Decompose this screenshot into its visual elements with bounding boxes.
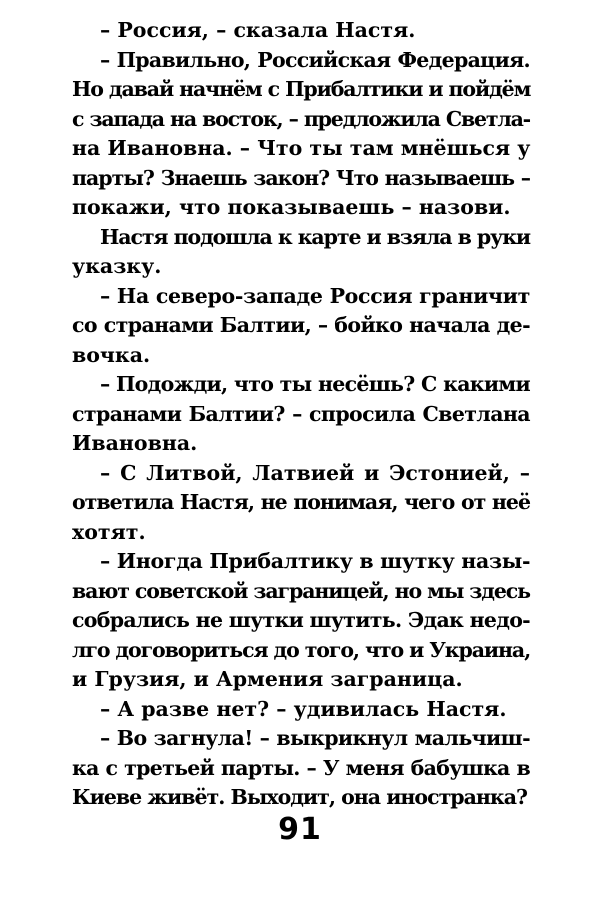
text-line: – А разве нет? – удивилась Настя.	[100, 696, 507, 721]
text-line: – С Литвой, Латвией и Эстонией, –	[100, 460, 530, 485]
text-line: лго договориться до того, что и Украина,	[72, 637, 531, 662]
text-line: парты? Знаешь закон? Что называешь –	[72, 165, 530, 190]
text-line: Но давай начнём с Прибалтики и пойдём	[72, 77, 531, 101]
text-line: Настя подошла к карте и взяла в руки	[100, 224, 530, 249]
text-line: со странами Балтии, – бойко начала де-	[72, 313, 530, 337]
text-line: вают советской заграницей, но мы здесь	[72, 578, 530, 603]
text-line: и Грузия, и Армения заграница.	[72, 667, 463, 691]
text-line: – Правильно, Российская Федерация.	[100, 47, 530, 72]
text-line: ка с третьей парты. – У меня бабушка в	[72, 755, 530, 780]
page-body-text	[72, 16, 530, 813]
text-line: с запада на восток, – предложила Светла-	[72, 106, 530, 131]
text-line: – На северо-западе Россия граничит	[100, 283, 530, 308]
text-line: покажи, что показываешь – назови.	[72, 195, 511, 219]
text-line: – Во загнула! – выкрикнул мальчиш-	[100, 726, 530, 750]
text-line: ответила Настя, не понимая, чего от неё	[72, 490, 530, 514]
text-line: собрались не шутки шутить. Эдак недо-	[72, 608, 530, 632]
text-line: странами Балтии? – спросила Светлана	[72, 401, 530, 426]
text-line: вочка.	[72, 342, 151, 367]
text-line: Киеве живёт. Выходит, она иностранка?	[72, 785, 527, 809]
page-number: 91	[278, 812, 322, 847]
text-line: Ивановна.	[72, 431, 198, 455]
text-line: – Подожди, что ты несёшь? С какими	[100, 372, 530, 396]
text-line: указку.	[72, 254, 162, 278]
text-line: на Ивановна. – Что ты там мнёшься у	[72, 136, 531, 160]
text-line: – Россия, – сказала Настя.	[100, 18, 416, 42]
text-line: – Иногда Прибалтику в шутку назы-	[100, 549, 531, 573]
text-line: хотят.	[72, 519, 146, 544]
